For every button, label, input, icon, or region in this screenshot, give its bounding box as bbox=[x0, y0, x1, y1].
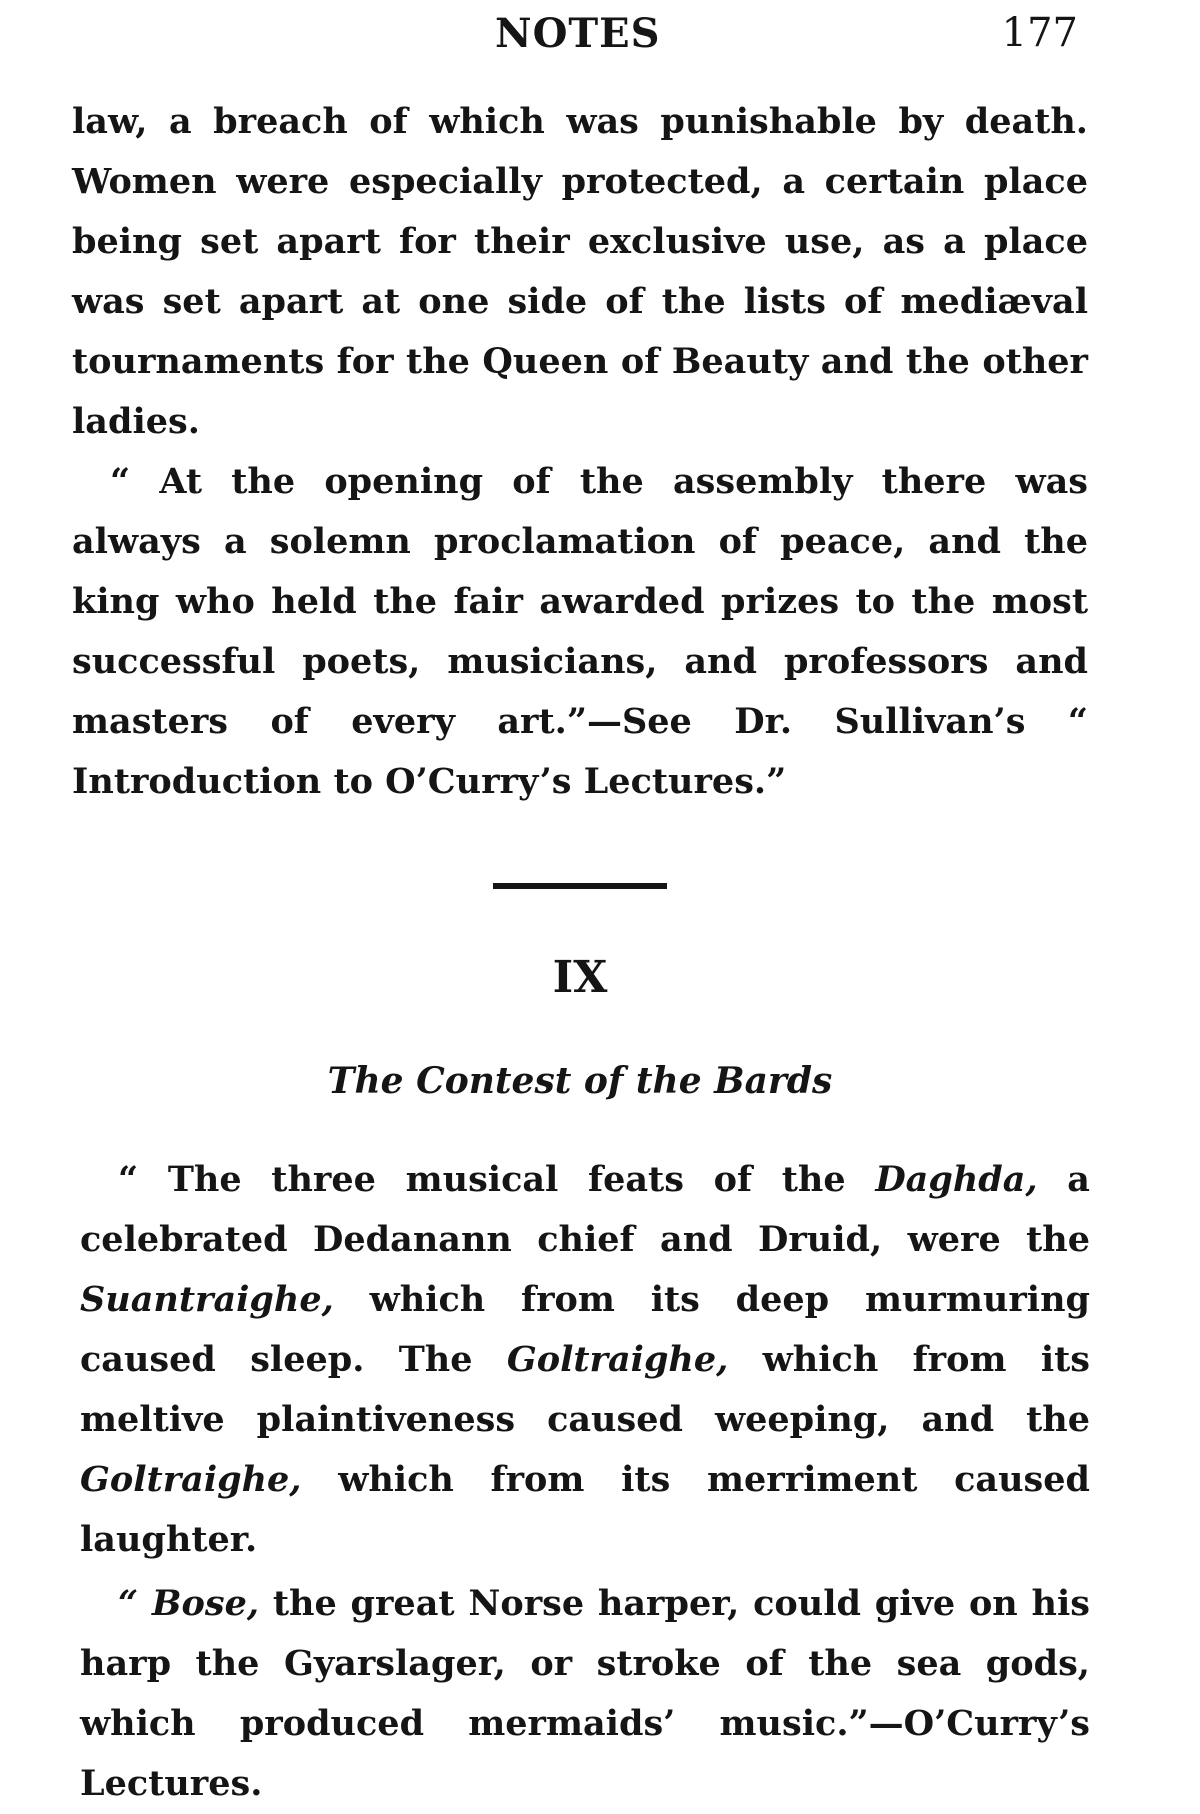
text-run: the great Norse harper, could give on his harp the Gyarslager, or stroke of the sea gods, which produced mermaids’ music.”—O’Curry’s Lectures. bbox=[80, 1583, 1090, 1804]
page-number: 177 bbox=[1001, 10, 1078, 56]
italic-term: Goltraighe, bbox=[80, 1459, 302, 1500]
italic-term: Daghda, bbox=[875, 1159, 1038, 1200]
continued-note bbox=[72, 92, 1088, 812]
text-run: “ The three musical feats of the bbox=[118, 1159, 876, 1200]
running-head bbox=[0, 10, 1200, 70]
section-divider bbox=[493, 883, 667, 889]
paragraph: law, a breach of which was punishable by death. Women were especially protected, a certain place being set apart for their exclusive use, as a place was set apart at one side of the lists of mediæval tournaments for the Queen of Beauty and the other ladies. bbox=[72, 101, 1088, 442]
text-run: which from its meltive plaintiveness caused weeping, and the bbox=[80, 1339, 1091, 1440]
text-run: which from its merriment caused laughter. bbox=[80, 1459, 1090, 1560]
italic-term: Goltraighe, bbox=[506, 1339, 729, 1380]
paragraph bbox=[80, 1574, 1090, 1814]
text-run: a celebrated Dedanann chief and Druid, were the bbox=[80, 1159, 1090, 1260]
running-head-title: NOTES bbox=[495, 10, 661, 57]
italic-term: Suantraighe, bbox=[80, 1279, 334, 1320]
section-number: IX bbox=[552, 952, 608, 1003]
section-body bbox=[80, 1150, 1090, 1814]
paragraph: “ At the opening of the assembly there was always a solemn proclamation of peace, and the king who held the fair awarded prizes to the most successful poets, musicians, and professors and masters of every art.”—See Dr. Sullivan’s “ Introduction to O’Curry’s Lectures.” bbox=[72, 461, 1088, 802]
paragraph bbox=[80, 1150, 1090, 1570]
section-title: The Contest of the Bards bbox=[327, 1060, 833, 1102]
italic-term: “ Bose, bbox=[118, 1583, 260, 1624]
text-run: which from its deep murmuring caused sleep. The bbox=[80, 1279, 1090, 1380]
